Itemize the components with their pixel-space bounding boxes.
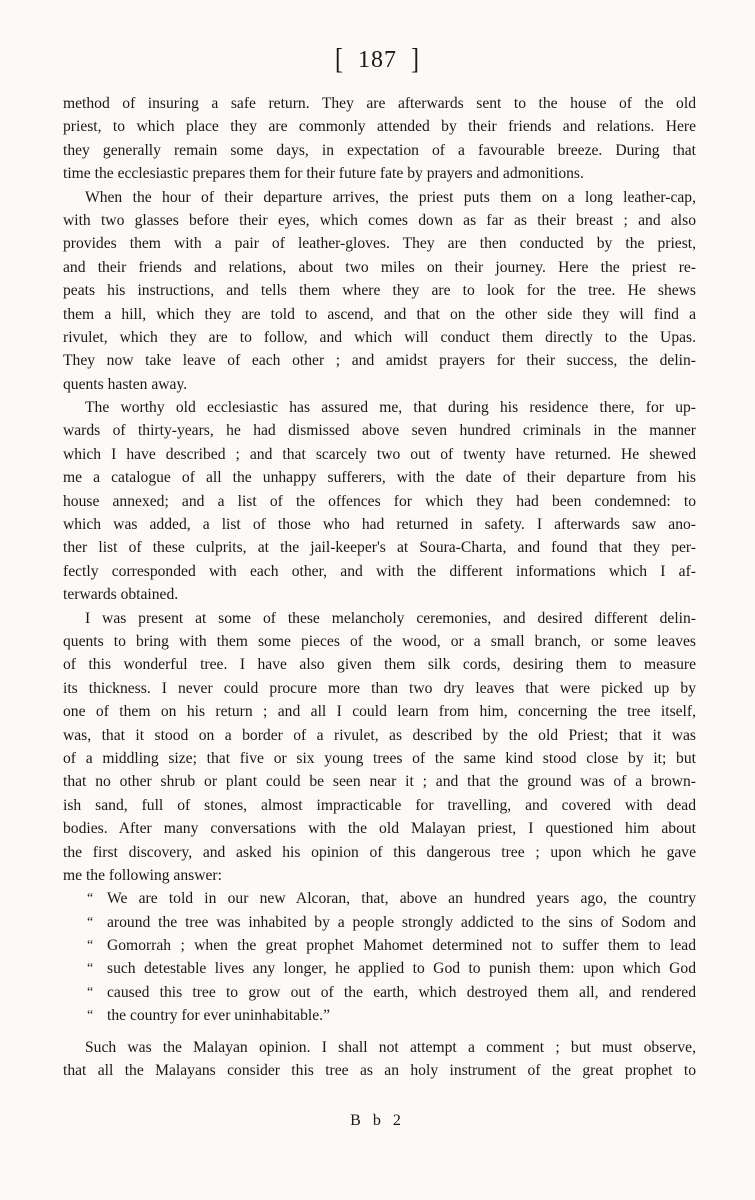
text-line: which I have described ; and that scarcely two out of twenty have returned. He shewed: [63, 445, 696, 463]
quote-line: [87, 981, 696, 1004]
text-line: quents hasten away.: [63, 375, 188, 393]
text-line: time the ecclesiastic prepares them for their future fate by prayers and admonitions.: [63, 165, 584, 183]
quote-mark: “: [87, 938, 94, 954]
text-line: I was present at some of these melancholy ceremonies, and desired different delin-: [85, 609, 696, 627]
text-line: me a catalogue of all the unhappy sufferers, with the date of their departure from his: [63, 469, 696, 487]
text-line: method of insuring a safe return. They are afterwards sent to the house of the old: [63, 95, 696, 112]
text-line: they generally remain some days, in expectation of a favourable breeze. During that: [63, 141, 696, 159]
quote-mark: “: [87, 1008, 94, 1024]
text-line: was, that it stood on a border of a rivulet, as described by the old Priest; that it was: [63, 726, 696, 744]
text-line: its thickness. I never could procure more than two dry leaves that were picked up by: [63, 679, 696, 697]
text-line: house annexed; and a list of the offences for which they had been condemned: to: [63, 492, 696, 510]
text-line: They now take leave of each other ; and amidst prayers for their success, the delin-: [63, 352, 696, 370]
block-quote: [63, 887, 696, 1027]
quote-text: Gomorrah ; when the great prophet Mahomet determined not to suffer them to lead: [107, 937, 696, 955]
text-line: the first discovery, and asked his opinion of this dangerous tree ; upon which he gave: [63, 843, 696, 861]
paragraph-1: [63, 92, 696, 186]
paragraph-2: [63, 186, 696, 397]
text-line: which was added, a list of those who had returned in safety. I afterwards saw ano-: [63, 516, 696, 534]
text-line: that all the Malayans consider this tree as an holy instrument of the great prophet to: [63, 1062, 696, 1080]
text-line: peats his instructions, and tells them where they are to look for the tree. He shews: [63, 282, 696, 300]
quote-text: caused this tree to grow out of the earth, which destroyed them all, and rendered: [107, 983, 696, 1001]
text-line: of this wonderful tree. I have also given them silk cords, desiring them to measure: [63, 656, 696, 674]
quote-mark: “: [87, 984, 94, 1000]
quote-text: the country for ever uninhabitable.”: [107, 1007, 330, 1025]
text-line: one of them on his return ; and all I could learn from him, concerning the tree itself,: [63, 703, 696, 721]
page-body: [63, 92, 696, 1082]
page-header: [0, 43, 755, 77]
text-line: rivulet, which they are to follow, and which will conduct them directly to the Upas.: [63, 328, 696, 346]
text-line: me the following answer:: [63, 866, 222, 884]
quote-text: around the tree was inhabited by a people strongly addicted to the sins of Sodom and: [107, 913, 696, 931]
closing-paragraph: [63, 1036, 696, 1083]
quote-line: [87, 1004, 696, 1027]
text-line: priest, to which place they are commonly attended by their friends and relations. Here: [63, 118, 696, 136]
quote-text: such detestable lives any longer, he applied to God to punish them: upon which God: [107, 960, 696, 978]
quote-line: [87, 887, 696, 910]
text-line: When the hour of their departure arrives, the priest puts them on a long leather-cap,: [85, 188, 696, 206]
quote-text: We are told in our new Alcoran, that, above an hundred years ago, the country: [107, 890, 696, 908]
quote-mark: “: [87, 961, 94, 977]
text-line: them a hill, which they are told to ascend, and that on the other side they will find a: [63, 305, 696, 323]
quote-line: [87, 957, 696, 980]
text-line: bodies. After many conversations with the old Malayan priest, I questioned him about: [63, 820, 696, 838]
quote-mark: “: [87, 914, 94, 930]
quote-mark: “: [87, 891, 94, 907]
text-line: provides them with a pair of leather-gloves. They are then conducted by the priest,: [63, 235, 696, 253]
text-line: fectly corresponded with each other, and with the different informations which I af-: [63, 562, 696, 580]
text-line: and their friends and relations, about two miles on their journey. Here the priest re-: [63, 258, 696, 276]
paragraph-4: [63, 607, 696, 888]
text-line: The worthy old ecclesiastic has assured me, that during his residence there, for up-: [85, 399, 696, 417]
text-line: of a middling size; that five or six young trees of the same kind stood close by it; but: [63, 749, 696, 767]
text-line: ish sand, full of stones, almost impracticable for travelling, and covered with dead: [63, 796, 696, 814]
paragraph-3: [63, 396, 696, 607]
page-number: 187: [358, 47, 397, 73]
text-line: wards of thirty-years, he had dismissed above seven hundred criminals in the manner: [63, 422, 696, 440]
text-line: terwards obtained.: [63, 586, 179, 604]
quote-line: [87, 911, 696, 934]
text-line: ther list of these culprits, at the jail-keeper's at Soura-Charta, and found that they per-: [63, 539, 696, 557]
signature-mark: B b 2: [350, 1112, 405, 1129]
text-line: Such was the Malayan opinion. I shall not attempt a comment ; but must observe,: [85, 1038, 696, 1056]
text-line: that no other shrub or plant could be seen near it ; and that the ground was of a brown-: [63, 773, 696, 791]
quote-line: [87, 934, 696, 957]
text-line: quents to bring with them some pieces of the wood, or a small branch, or some leaves: [63, 632, 696, 650]
text-line: with two glasses before their eyes, which comes down as far as their breast ; and also: [63, 211, 696, 229]
open-bracket: [: [335, 43, 344, 77]
close-bracket: ]: [411, 43, 420, 77]
